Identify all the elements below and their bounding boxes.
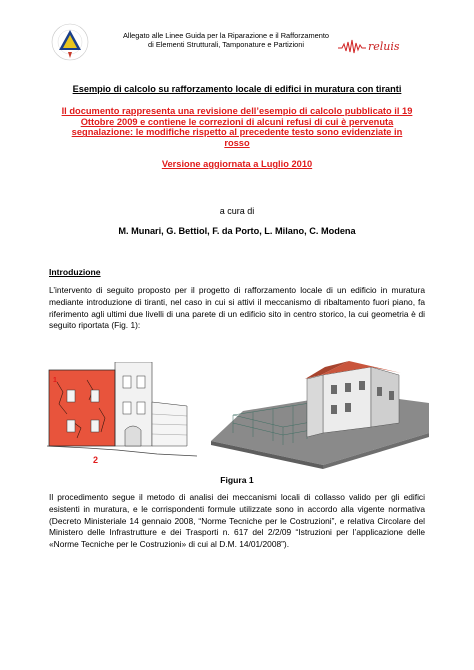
authors: M. Munari, G. Bettiol, F. da Porto, L. Milano, C. Modena	[118, 226, 356, 236]
intro-paragraph: L’intervento di seguito proposto per il progetto di rafforzamento locale di un edificio in muratura mediante introduzione di tiranti, nel caso in cui si attivi il meccanismo di ribaltamento fuori piano, fa riferimento agli ultimi due livelli di una parete di un edificio sito in centro storico, la cui geometria è di seguito riportata (Fig. 1):	[49, 285, 425, 331]
building-3d-model	[203, 345, 431, 469]
figure-caption: Figura 1	[220, 475, 254, 485]
revision-notice: Il documento rappresenta una revisione dell’esempio di calcolo pubblicato il 19 Ottobre 2009 e contiene le correzioni di alcuni refusi di cui è pervenuta segnalazione: le modifiche rispetto al precedente testo sono evidenziate in rosso	[61, 106, 413, 149]
reluis-logo	[338, 36, 420, 56]
header-line-1: Allegato alle Linee Guida per la Riparazione e il Rafforzamento	[122, 31, 330, 40]
version-note: Versione aggiornata a Luglio 2010	[161, 159, 313, 169]
figure-label-1: 1	[53, 377, 57, 384]
facade-elevation-drawing	[47, 362, 197, 472]
document-header	[110, 31, 342, 49]
civil-protection-logo	[50, 22, 90, 62]
method-paragraph: Il procedimento segue il metodo di analisi dei meccanismi locali di collasso valido per gli edifici esistenti in muratura, e le corrispondenti formule utilizzate sono in accordo alla vigente normativa (Decreto Ministeriale 14 gennaio 2008, “Norme Tecniche per le Costruzioni”, e relativa Circolare del Ministero delle Infrastrutture e dei Trasporti n. 617 del 2/2/09 “Istruzioni per l’applicazione delle «Norme Tecniche per le Costruzioni» di cui al D.M. 14/01/2008”).	[49, 492, 425, 550]
section-heading-introduzione: Introduzione	[49, 267, 101, 277]
curated-by: a cura di	[219, 206, 255, 216]
figure-label-2: 2	[93, 455, 99, 465]
header-line-2: di Elementi Strutturali, Tamponature e Partizioni	[148, 40, 304, 49]
reluis-logo-text: reluis	[368, 40, 400, 53]
document-title: Esempio di calcolo su rafforzamento locale di edifici in muratura con tiranti	[72, 84, 402, 94]
